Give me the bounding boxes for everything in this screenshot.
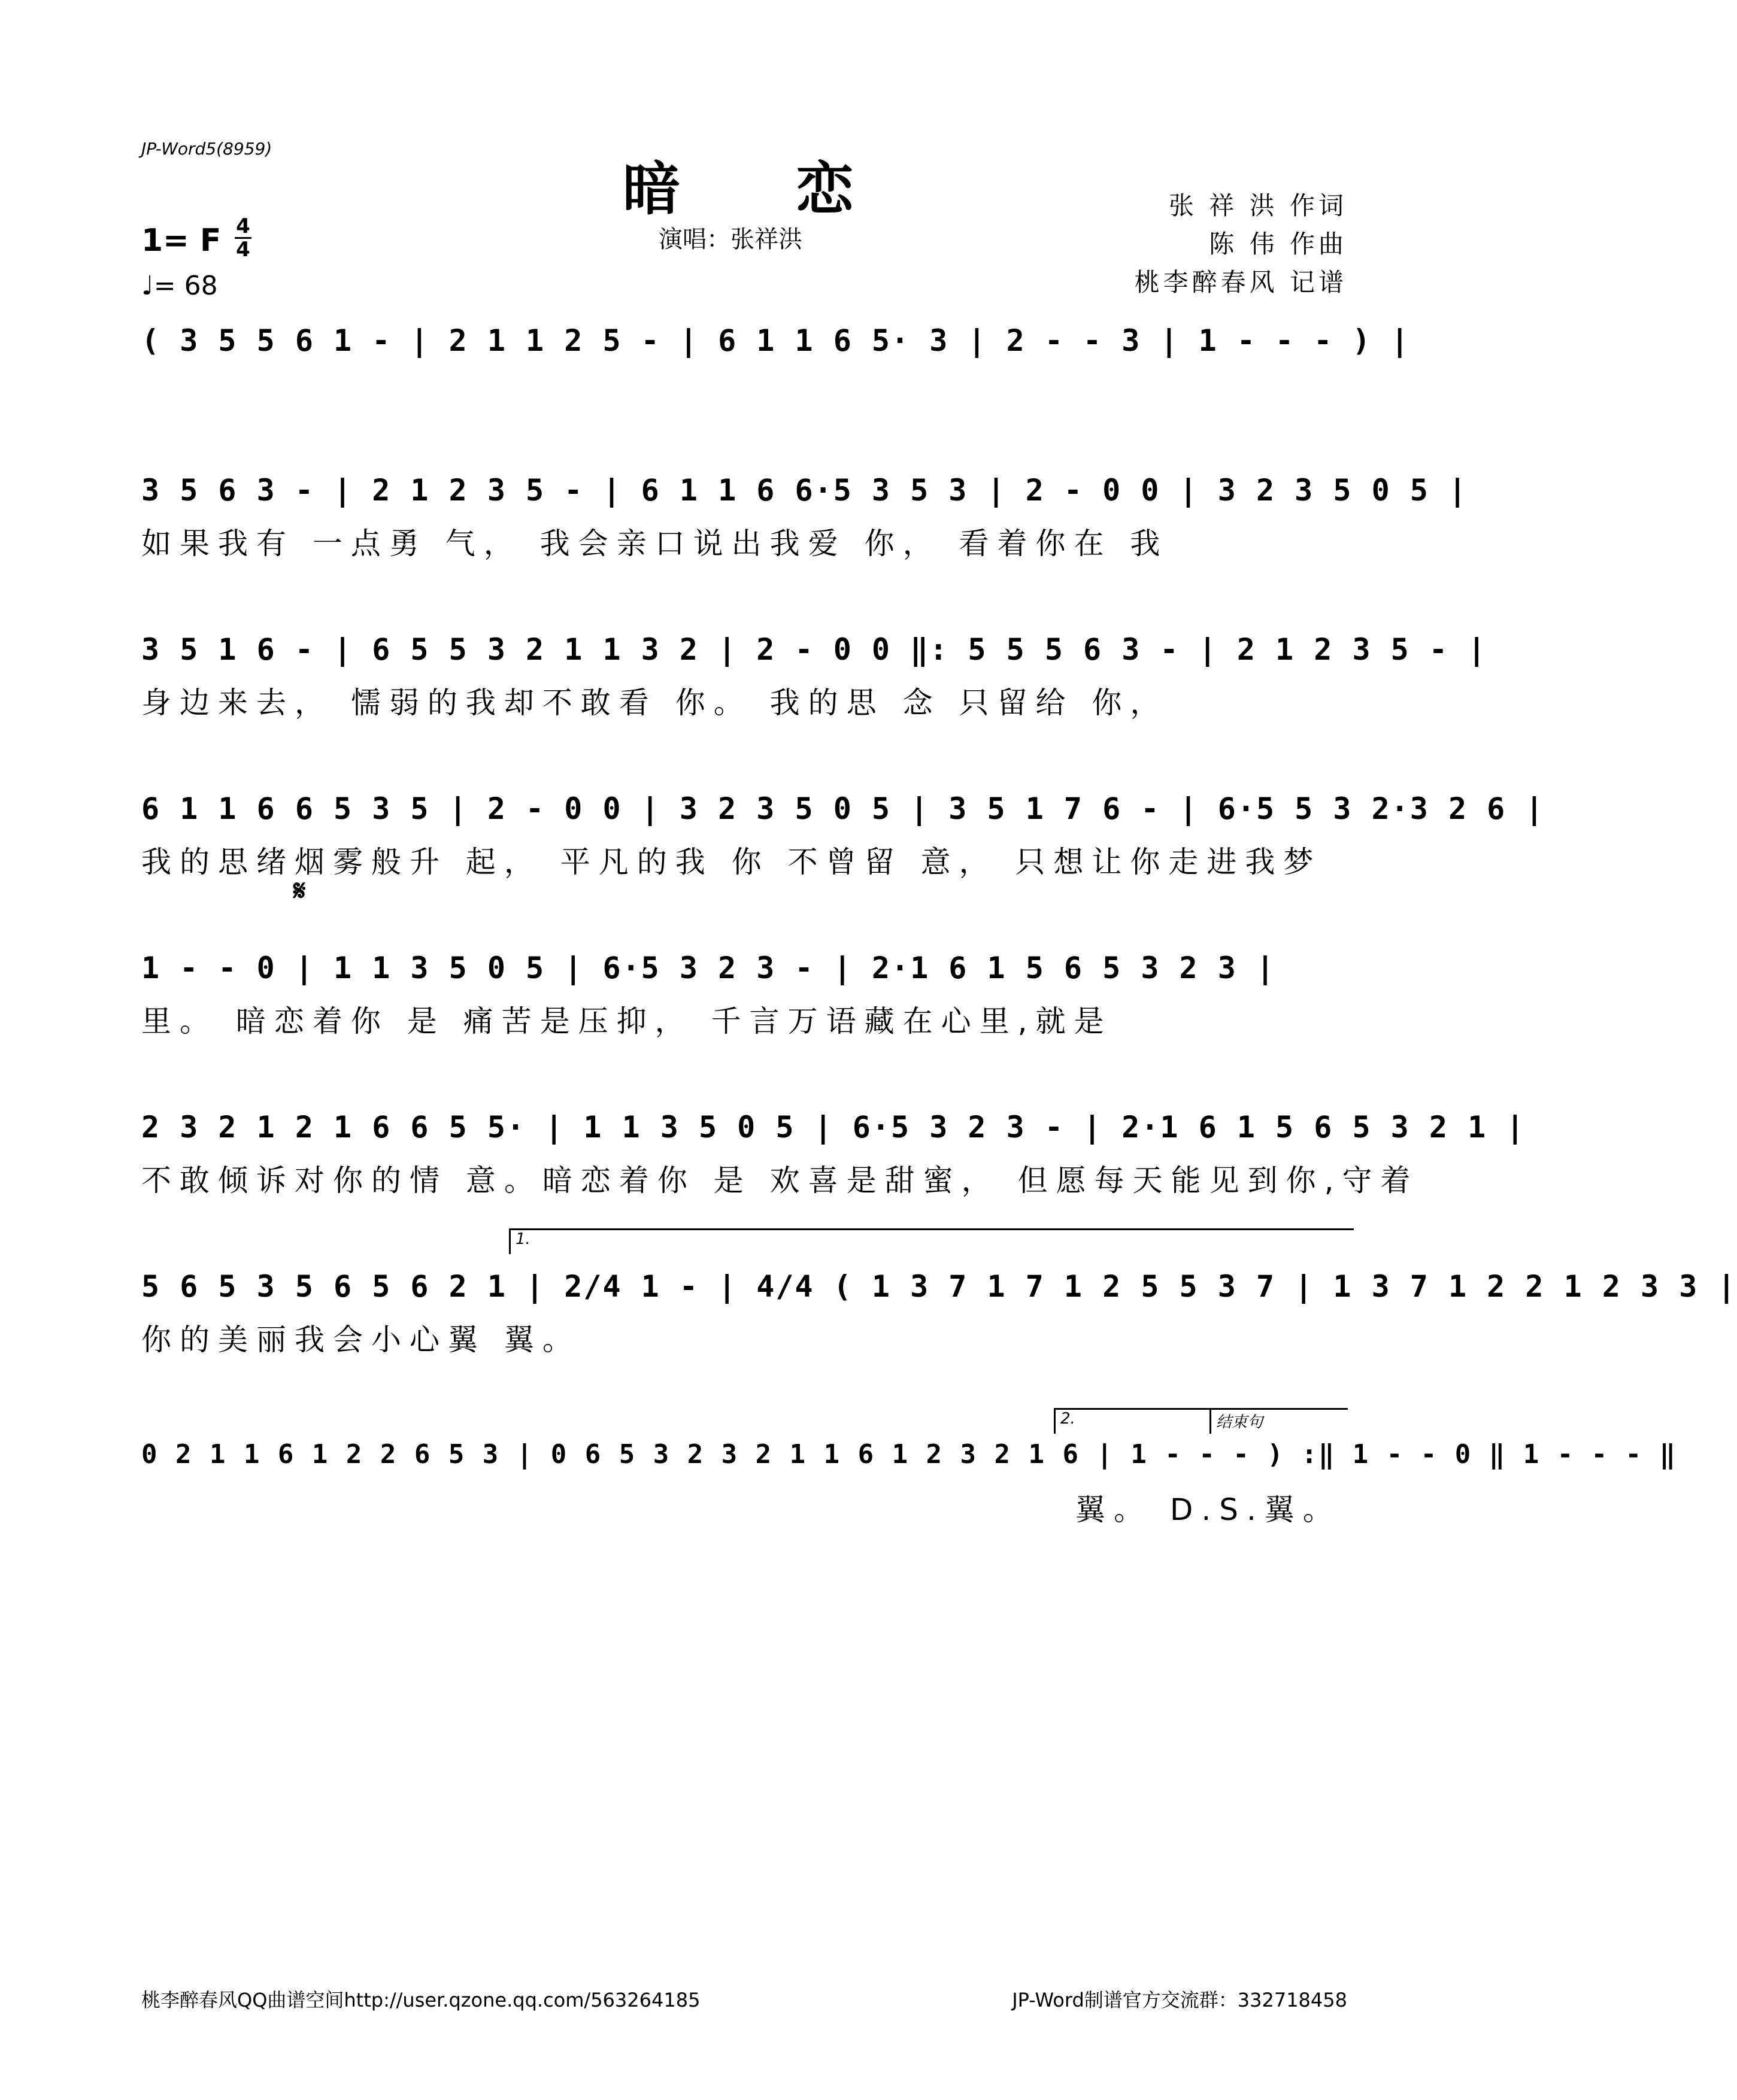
credit-score: 桃李醉春风 记谱 <box>1134 268 1347 297</box>
source-label: JP-Word5(8959) <box>141 139 272 159</box>
time-bottom: 4 <box>236 238 250 262</box>
credit-music: 陈 伟 作曲 <box>1209 229 1347 259</box>
segno-sign: 𝄋 <box>293 874 306 908</box>
notes-line-6: 2 3 2 1 2 1 6 6 5 5· | 1 1 3 5 0 5 | 6·5 3 2 3 - | 2·1 6 1 5 6 5 3 2 1 | <box>141 1110 1526 1145</box>
singer-line: 演唱：张祥洪 <box>659 226 802 253</box>
song-title: 暗 恋 <box>623 155 902 223</box>
notes-line-5: 1 - - 0 | 1 1 3 5 0 5 | 6·5 3 2 3 - | 2·1 6 1 5 6 5 3 2 3 | <box>141 951 1276 985</box>
notes-line-1: ( 3 5 5 6 1 - | 2 1 1 2 5 - | 6 1 1 6 5· 3 | 2 - - 3 | 1 - - - ) | <box>141 323 1410 358</box>
score-line-2 <box>141 473 1468 569</box>
score-line-5 <box>141 951 1348 1046</box>
lyrics-line-6: 不敢倾诉对你的情 意。暗恋着你 是 欢喜是甜蜜， 但愿每天能见到你,守着 <box>141 1163 1419 1198</box>
lyrics-line-3: 身边来去， 懦弱的我却不敢看 你。 我的思 念 只留给 你， <box>141 685 1169 720</box>
lyrics-line-5: 里。 暗恋着你 是 痛苦是压抑， 千言万语藏在心里,就是 <box>141 1004 1112 1039</box>
volta-2: 2. <box>1054 1408 1210 1434</box>
tempo-marking: ♩= 68 <box>141 271 218 301</box>
lyrics-line-8: 翼。 D.S.翼。 <box>1075 1492 1341 1527</box>
notes-line-4: 6 1 1 6 6 5 3 5 | 2 - 0 0 | 3 2 3 5 0 5 | 3 5 1 7 6 - | 6·5 5 3 2·3 2 6 | <box>141 791 1545 826</box>
notes-line-8: 0 2 1 1 6 1 2 2 6 5 3 | 0 6 5 3 2 3 2 1 1 6 1 2 3 2 1 6 | 1 - - - ) :‖ 1 - - 0 ‖ 1 - - - ‖ <box>141 1439 1677 1470</box>
footer-qzone-link[interactable]: 桃李醉春风QQ曲谱空间http://user.qzone.qq.com/563264185 <box>141 1989 701 2011</box>
notes-line-2: 3 5 6 3 - | 2 1 2 3 5 - | 6 1 1 6 6·5 3 5 3 | 2 - 0 0 | 3 2 3 5 0 5 | <box>141 473 1468 508</box>
lyrics-line-7: 你的美丽我会小心翼 翼。 <box>141 1322 581 1357</box>
score-line-8 <box>141 1439 1677 1535</box>
time-top: 4 <box>236 214 250 238</box>
score-line-7 <box>141 1269 1737 1365</box>
score-line-3 <box>141 632 1487 728</box>
notes-line-3: 3 5 1 6 - | 6 5 5 3 2 1 1 3 2 | 2 - 0 0 ‖: 5 5 5 6 3 - | 2 1 2 3 5 - | <box>141 632 1487 667</box>
credits <box>1135 187 1347 302</box>
score-line-6 <box>141 1110 1526 1206</box>
volta-1: 1. <box>509 1228 1354 1254</box>
credit-lyrics: 张 祥 洪 作词 <box>1168 191 1347 220</box>
key-signature: 1= F <box>141 223 222 259</box>
lyrics-line-2: 如果我有 一点勇 气， 我会亲口说出我爱 你， 看着你在 我 <box>141 526 1169 561</box>
ending-label: 结束句 <box>1209 1408 1348 1434</box>
score-line-4 <box>141 791 1545 887</box>
time-signature <box>235 216 251 260</box>
lyrics-line-4: 我的思绪烟雾般升 起， 平凡的我 你 不曾留 意， 只想让你走进我梦 <box>141 845 1322 879</box>
score-line-1 <box>141 323 1410 371</box>
notes-line-7: 5 6 5 3 5 6 5 6 2 1 | 2/4 1 - | 4/4 ( 1 3 7 1 7 1 2 5 5 3 7 | 1 3 7 1 2 2 1 2 3 3 | <box>141 1269 1737 1304</box>
footer-group-number: JP-Word制谱官方交流群：332718458 <box>1012 1989 1347 2011</box>
